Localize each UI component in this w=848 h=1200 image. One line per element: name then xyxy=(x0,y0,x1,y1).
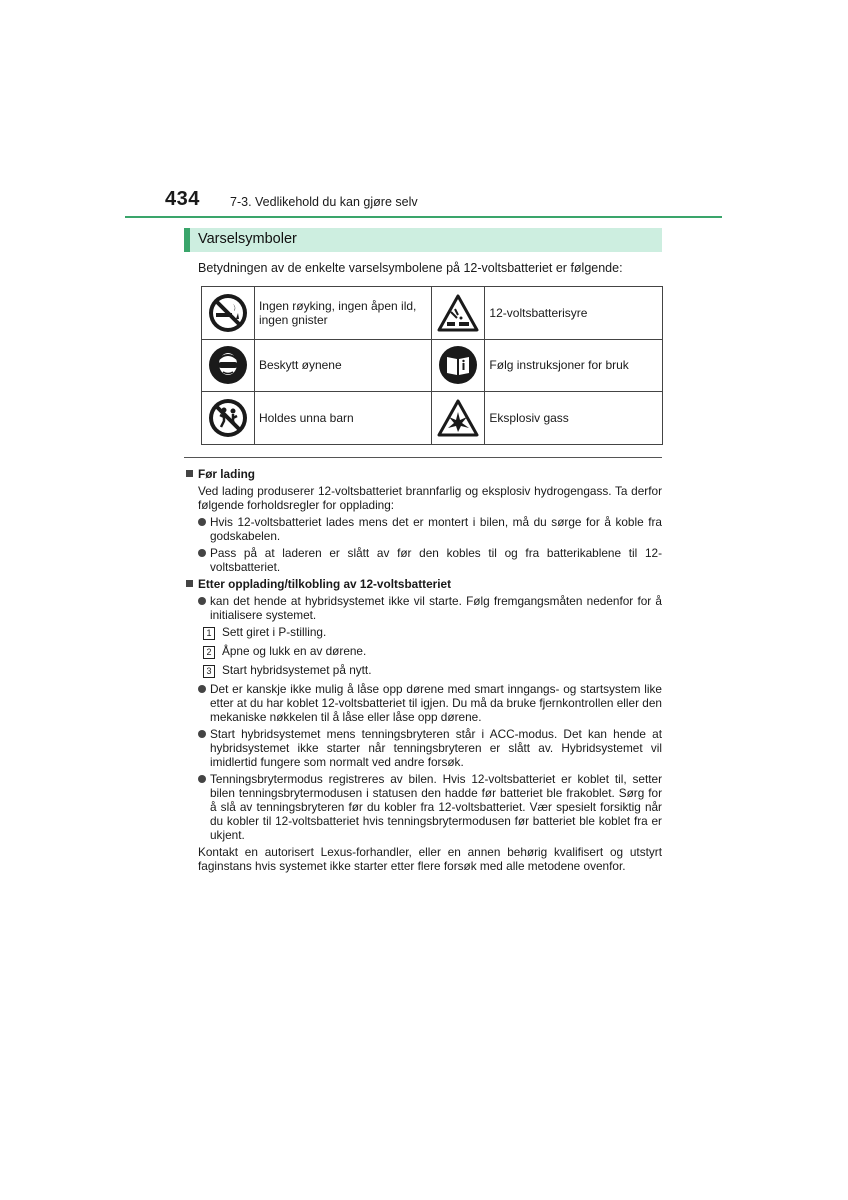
bullet-text: Tenningsbrytermodus registreres av bilen. Hvis 12-voltsbatteriet er koblet til, setter bilen tenningsbrytermodusen i statusen den hadde før batteriet ble frakoblet. Sørg for å slå av tenningsbryteren før du kobler fra 12-voltsbatteriet. Vær spesielt forsiktig når du kobler til 12-voltsbatteriet hvis tenningsbrytermodusen før batteriet ble koblet fra er ukjent. xyxy=(210,772,662,842)
bullet-dot-icon xyxy=(198,518,206,526)
step-number: 1 xyxy=(203,627,215,640)
bullet-item xyxy=(210,727,662,769)
step-item xyxy=(203,644,662,659)
section-title-box xyxy=(184,228,662,252)
body-content xyxy=(186,465,662,873)
step-text: Sett giret i P-stilling. xyxy=(222,625,327,639)
explosive-gas-icon xyxy=(432,392,485,445)
bullet-dot-icon xyxy=(198,775,206,783)
bullet-dot-icon xyxy=(198,730,206,738)
subsection-heading xyxy=(186,577,662,591)
bullet-text: kan det hende at hybridsystemet ikke vil starte. Følg fremgangsmåten nedenfor for å initialisere systemet. xyxy=(210,594,662,622)
eye-protection-icon xyxy=(202,339,255,392)
bullet-dot-icon xyxy=(198,549,206,557)
bullet-dot-icon xyxy=(198,685,206,693)
bullet-text: Start hybridsystemet mens tenningsbryteren står i ACC-modus. Det kan hende at hybridsystemet ikke starter når tenningsbryteren er slått av. Hybridsystemet vil imidlertid fungere som normalt ved andre forsøk. xyxy=(210,727,662,769)
subsection-heading xyxy=(186,467,662,481)
section-divider xyxy=(184,457,662,458)
symbol-label: 12-voltsbatterisyre xyxy=(485,287,663,340)
bullet-text: Det er kanskje ikke mulig å låse opp dørene med smart inngangs- og startsystem like etter at du har koblet 12-voltsbatteriet til igjen. Du må da bruke fjernkontrollen eller den mekaniske nøkkelen til å låse eller låse opp dørene. xyxy=(210,682,662,724)
closing-paragraph: Kontakt en autorisert Lexus-forhandler, eller en annen behørig kvalifisert og utstyrt faginstans hvis systemet ikke starter etter flere forsøk med alle metodene ovenfor. xyxy=(198,845,662,873)
heading-text: Etter opplading/tilkobling av 12-voltsbatteriet xyxy=(198,577,452,591)
section-path: 7-3. Vedlikehold du kan gjøre selv xyxy=(230,195,418,209)
symbols-table xyxy=(201,286,663,445)
symbol-label: Ingen røyking, ingen åpen ild, ingen gnister xyxy=(254,287,432,340)
battery-acid-icon xyxy=(432,287,485,340)
symbols-row xyxy=(202,392,663,445)
bullet-dot-icon xyxy=(198,597,206,605)
instruction-book-icon xyxy=(432,339,485,392)
symbols-row xyxy=(202,287,663,340)
intro-text: Betydningen av de enkelte varselsymbolene på 12-voltsbatteriet er følgende: xyxy=(198,261,623,275)
step-item xyxy=(203,663,662,678)
section-title: Varselsymboler xyxy=(198,231,297,247)
bullet-text: Pass på at laderen er slått av før den kobles til og fra batterikablene til 12-voltsbatteriet. xyxy=(210,546,662,574)
step-number: 2 xyxy=(203,646,215,659)
step-text: Start hybridsystemet på nytt. xyxy=(222,663,372,677)
symbol-label: Eksplosiv gass xyxy=(485,392,663,445)
bullet-text: Hvis 12-voltsbatteriet lades mens det er montert i bilen, må du sørge for å koble fra godskabelen. xyxy=(210,515,662,543)
symbols-row xyxy=(202,339,663,392)
symbol-label: Følg instruksjoner for bruk xyxy=(485,339,663,392)
bullet-item xyxy=(210,515,662,543)
header-rule xyxy=(125,216,722,218)
step-number: 3 xyxy=(203,665,215,678)
heading-text: Før lading xyxy=(198,467,256,481)
no-smoking-icon xyxy=(202,287,255,340)
square-bullet-icon xyxy=(186,580,193,587)
step-text: Åpne og lukk en av dørene. xyxy=(222,644,367,658)
square-bullet-icon xyxy=(186,470,193,477)
bullet-item xyxy=(210,682,662,724)
symbol-label: Holdes unna barn xyxy=(254,392,432,445)
keep-children-away-icon xyxy=(202,392,255,445)
bullet-item xyxy=(210,594,662,622)
step-item xyxy=(203,625,662,640)
paragraph: Ved lading produserer 12-voltsbatteriet brannfarlig og eksplosiv hydrogengass. Ta derfor følgende forholdsregler for opplading: xyxy=(198,484,662,512)
symbol-label: Beskytt øynene xyxy=(254,339,432,392)
bullet-item xyxy=(210,546,662,574)
bullet-item xyxy=(210,772,662,842)
page-number: 434 xyxy=(165,188,200,210)
